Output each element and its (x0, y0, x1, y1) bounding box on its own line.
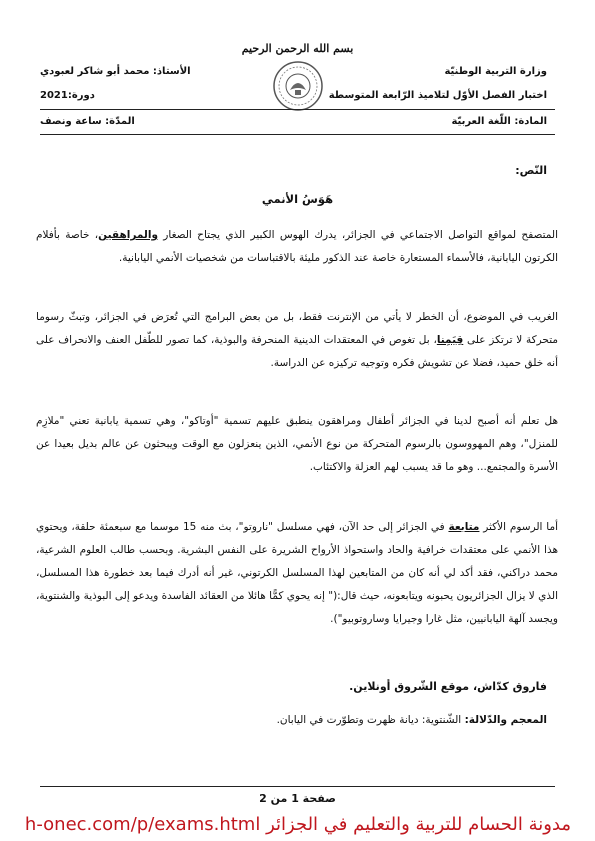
lexicon-section (277, 714, 547, 726)
exam-session: دورة:2021 (40, 90, 95, 101)
subject: المادة: اللّغة العربيّة (451, 116, 547, 127)
exam-title: اختبار الفصل الأوّل لتلاميذ الرّابعة المتوسطة (328, 90, 547, 101)
page-number: صفحة 1 من 2 (259, 792, 336, 805)
article-source: فاروق كدّاش، موقع الشّروق أونلاين. (349, 680, 547, 693)
lexicon-entry: الشّنتوية: ديانة ظهرت وتطوّرت في اليابان. (276, 714, 465, 726)
paragraph-2-text-a: الغريب في الموضوع، أن الخطر لا يأتي من الإنترنت فقط، بل من بعض البرامج التي تُعرَض في الجزائر، وتبثّ رسوما متحركة لا ترتكز على (36, 311, 558, 346)
article-title: هَوَسُ الأنمي (261, 192, 334, 206)
paragraph-1 (36, 224, 558, 270)
paragraph-2 (36, 306, 558, 375)
header-divider-bottom (40, 134, 555, 135)
teacher-name: الأستاذ: محمد أبو شاكر لعبودي (40, 66, 191, 77)
paragraph-4-highlight: متابعة (448, 521, 480, 533)
watermark-url[interactable]: h-onec.com/p/exams.html (24, 814, 261, 835)
basmala: بسم الله الرحمن الرحيم (241, 42, 354, 55)
text-section-label: النّص: (515, 164, 547, 177)
paragraph-1-text-b: ، خاصة بأفلام الكرتون اليابانية، فالأسماء المستعارة خاصة عند الذكور مليئة بالاقتباسات من شخصيات الأنمي اليابانية. (36, 229, 558, 264)
footer-divider (40, 786, 555, 787)
header-divider (40, 109, 555, 110)
watermark-text: مدونة الحسام للتربية والتعليم في الجزائر (266, 814, 572, 835)
duration: المدّة: ساعة ونصف (40, 116, 135, 127)
paragraph-1-text-a: المتصفح لمواقع التواصل الاجتماعي في الجزائر، يدرك الهوس الكبير الذي يجتاح الصغار (157, 229, 558, 241)
ministry-name: وزارة التربية الوطنيّة (444, 66, 547, 77)
lexicon-label: المعجم والدّلالة: (464, 714, 547, 726)
watermark (8, 814, 588, 835)
paragraph-4-text-a: أما الرسوم الأكثر (479, 521, 558, 533)
school-seal-icon (272, 60, 324, 112)
paragraph-2-highlight: قِيَمِنا (436, 334, 464, 346)
paragraph-3: هل تعلم أنه أصبح لدينا في الجزائر أطفال ومراهقون ينطبق عليهم تسمية "أوتاكو"، وهي تسمية يابانية تعني "ملازِم للمنزل"، وهم المهووسون بالرسوم المتحركة من نوع الأنمي، الذين ينعزلون مع الوقت ويبحثون عن عالم بديل بعيدا عن الأسرة والمجتمع... وهو ما قد يسبب لهم العزلة والاكتئاب. (36, 415, 558, 473)
paragraph-4 (36, 516, 558, 631)
paragraph-1-highlight: والمراهقين (98, 229, 158, 241)
paragraph-2-text-b: ، بل تغوص في المعتقدات الدينية المنحرفة والبوذية، كما تصور للطّفل العنف والانحراف على أنه خلق حميد، فضلا عن تشويش فكره وتوجيه تركيزه عن الدراسة. (36, 334, 558, 369)
paragraph-4-text-b: في الجزائر إلى حد الآن، فهي مسلسل "ناروتو"، بث منه 15 موسما مع سبعمئة حلقة، ويحتوي هذا الأنمي على معتقدات خرافية والحاد واستحواذ الأرواح الشريرة على النفس البشرية. وبحسب طالب العلوم الشرعية، محمد دراكني، فقد أكد لي أنه كان من المتابعين لهذا المسلسل الكرتوني، غير أنه أدرك فيما بعد خطورة هذا المسلسل، الذي لا يزال الجزائريون يحبونه ويتابعونه، حيث قال:(" إنه يحوي كمًّا هائلا من العقائد الفاسدة ويدعو إلى البوذية والشنتوية، ويجسد آلهة اليابانيين، مثل غارا وجيرايا وساروتوبيو"). (36, 521, 558, 625)
